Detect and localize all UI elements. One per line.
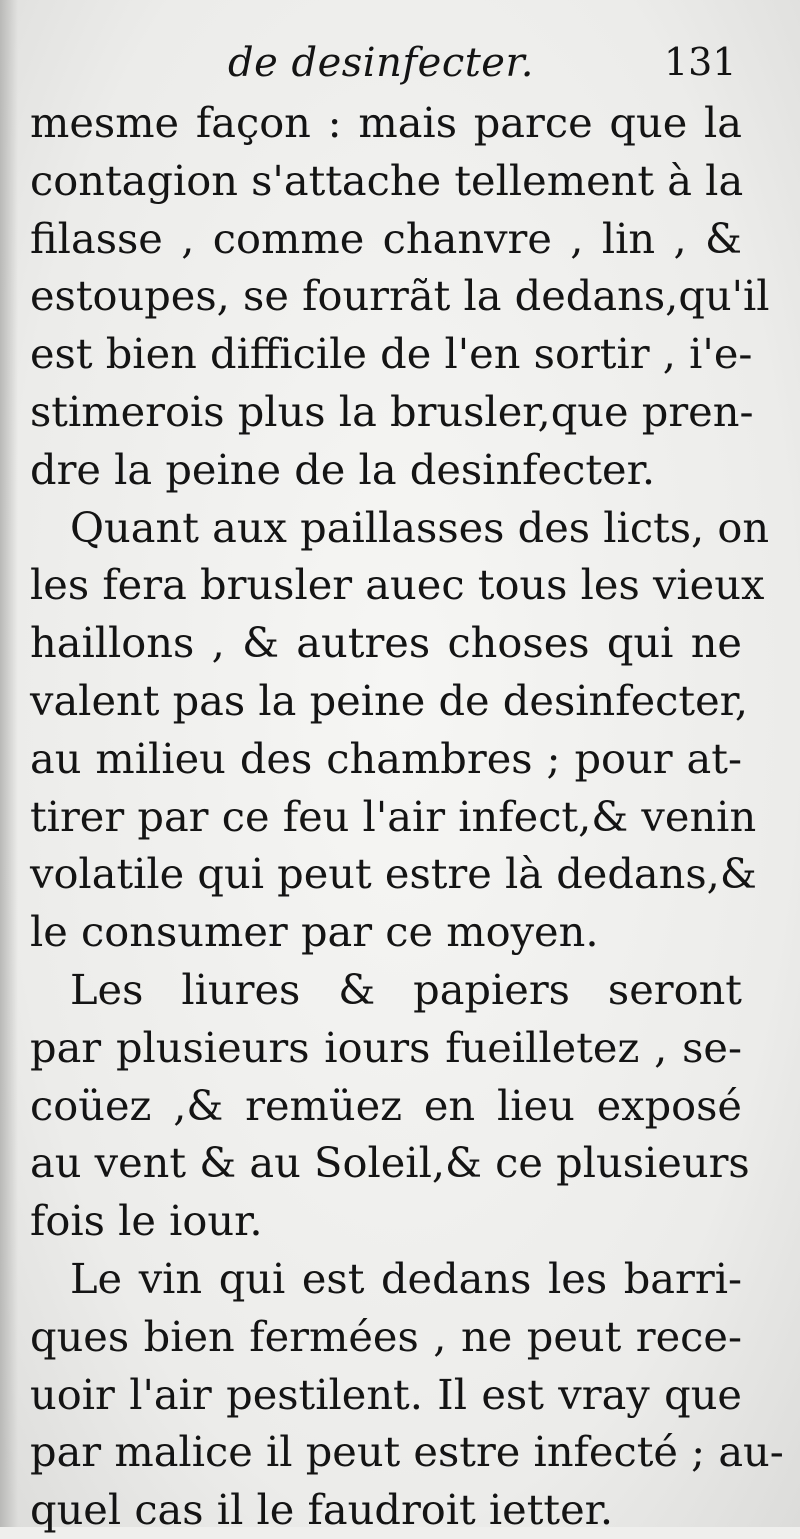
text-line: au milieu des chambres ; pour at-: [30, 733, 742, 783]
text-line: le consumer par ce moyen.: [30, 907, 599, 957]
text-line: contagion s'attache tellement à la: [30, 155, 744, 205]
text-line: estoupes, se fourrãt la dedans,qu'il: [30, 271, 770, 321]
page-header: [0, 38, 800, 98]
text-line: Quant aux paillasses des licts, on: [70, 502, 770, 552]
page-number: 131: [664, 40, 737, 84]
text-line: par malice il peut estre infecté ; au-: [30, 1427, 784, 1477]
text-line: par plusieurs iours fueilletez , se-: [30, 1022, 742, 1072]
paragraph: [30, 961, 750, 1250]
text-line: fois le iour.: [30, 1196, 263, 1246]
text-line: volatile qui peut estre là dedans,&: [30, 849, 757, 899]
paragraph: [30, 1250, 784, 1539]
text-line: mesme façon : mais parce que la: [30, 98, 742, 147]
text-line: ques bien fermées , ne peut rece-: [30, 1311, 742, 1361]
text-line: Les liures & papiers seront: [70, 964, 742, 1014]
paragraph: [30, 499, 770, 961]
text-line: Le vin qui est dedans les barri-: [70, 1253, 742, 1303]
text-line: filasse , comme chanvre , lin , &: [30, 213, 742, 263]
gutter-shadow: [0, 0, 18, 1527]
text-line: coüez ,& remüez en lieu exposé: [30, 1080, 742, 1130]
running-title: de desinfecter.: [228, 40, 534, 86]
page-body: [30, 94, 784, 1539]
text-line: au vent & au Soleil,& ce plusieurs: [30, 1138, 750, 1188]
text-line: haillons , & autres choses qui ne: [30, 618, 742, 668]
text-line: les fera brusler auec tous les vieux: [30, 560, 765, 610]
text-line: dre la peine de la desinfecter.: [30, 444, 656, 494]
text-line: quel cas il le faudroit ietter.: [30, 1485, 614, 1535]
text-line: est bien difficile de l'en sortir , i'e-: [30, 329, 753, 379]
text-line: stimerois plus la brusler,que pren-: [30, 386, 754, 436]
text-line: tirer par ce feu l'air infect,& venin: [30, 791, 757, 841]
text-line: uoir l'air pestilent. Il est vray que: [30, 1369, 742, 1419]
text-line: valent pas la peine de desinfecter,: [30, 675, 749, 725]
paragraph: [30, 94, 770, 499]
